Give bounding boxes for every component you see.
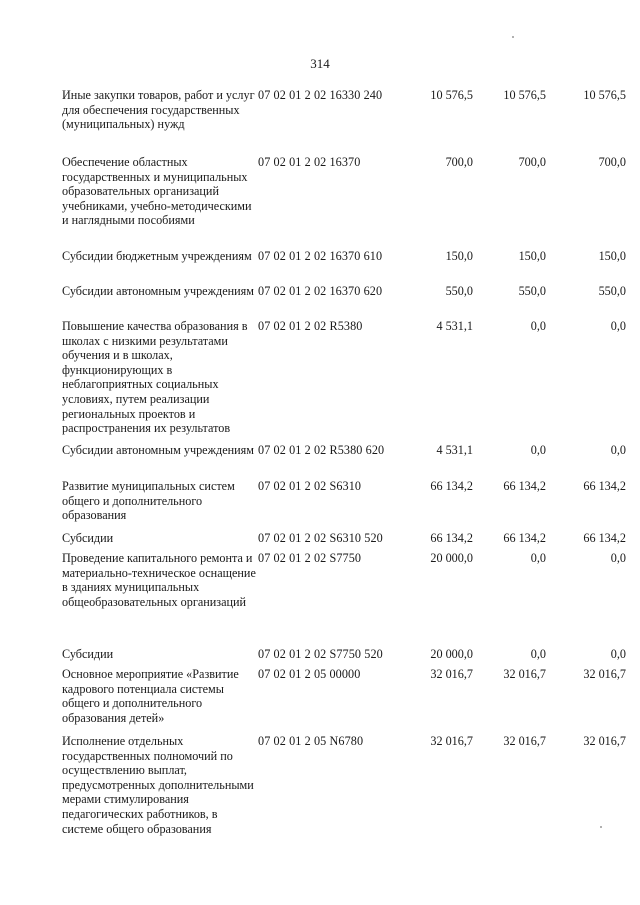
row-value-3: 550,0 [598,284,626,298]
row-value-1: 550,0 [445,284,473,298]
row-name: Субсидии автономным учреждениям [62,443,254,457]
row-value-3: 32 016,7 [583,667,626,681]
row-code: 07 02 01 2 02 16370 [258,155,361,169]
row-code: 07 02 01 2 02 S7750 [258,551,362,565]
table-row [62,155,632,249]
table-row [62,88,632,155]
row-value-1: 700,0 [445,155,473,169]
row-value-2: 0,0 [530,319,546,333]
row-value-3: 0,0 [610,551,626,565]
row-value-3: 10 576,5 [583,88,626,102]
table-row [62,443,632,479]
row-name: Развитие муниципальных систем общего и дополнительного образования [62,479,235,523]
table-row [62,249,632,284]
row-value-2: 32 016,7 [503,734,546,748]
row-value-3: 700,0 [598,155,626,169]
row-code: 07 02 01 2 02 S6310 [258,479,362,493]
scan-speck [512,36,514,38]
row-value-2: 150,0 [518,249,546,263]
row-code: 07 02 01 2 02 16370 610 [258,249,383,263]
row-name: Субсидии бюджетным учреждениям [62,249,252,263]
row-code: 07 02 01 2 02 R5380 620 [258,443,385,457]
row-value-1: 20 000,0 [430,551,473,565]
row-value-2: 66 134,2 [503,531,546,545]
row-value-1: 66 134,2 [430,531,473,545]
row-name: Проведение капитального ремонта и материально-техническое оснащение в зданиях муниципальных общеобразовательных организаций [62,551,256,609]
row-value-1: 4 531,1 [436,443,473,457]
row-value-1: 32 016,7 [430,667,473,681]
row-value-2: 66 134,2 [503,479,546,493]
row-value-2: 0,0 [530,443,546,457]
budget-table [62,88,632,858]
row-value-1: 20 000,0 [430,647,473,661]
row-name: Субсидии автономным учреждениям [62,284,254,298]
row-name: Обеспечение областных государственных и муниципальных образовательных организаций учебниками, учебно-методическими и наглядными пособиями [62,155,252,228]
table-row [62,647,632,667]
row-code: 07 02 01 2 05 N6780 [258,734,364,748]
table-row [62,284,632,319]
row-code: 07 02 01 2 02 S7750 520 [258,647,383,661]
table-row [62,734,632,858]
row-code: 07 02 01 2 05 00000 [258,667,361,681]
table-row [62,667,632,734]
row-value-2: 10 576,5 [503,88,546,102]
row-value-3: 150,0 [598,249,626,263]
row-value-3: 32 016,7 [583,734,626,748]
row-value-3: 0,0 [610,443,626,457]
row-code: 07 02 01 2 02 R5380 [258,319,363,333]
row-name: Субсидии [62,647,114,661]
row-value-2: 0,0 [530,647,546,661]
row-value-1: 32 016,7 [430,734,473,748]
row-name: Иные закупки товаров, работ и услуг для обеспечения государственных (муниципальных) нужд [62,88,255,132]
table-row [62,479,632,531]
table-row [62,319,632,443]
row-code: 07 02 01 2 02 16330 240 [258,88,383,102]
row-name: Повышение качества образования в школах с низкими результатами обучения и в школах, функционирующих в неблагоприятных социальных условиях, путем реализации региональных проектов и распространения их результатов [62,319,248,436]
row-name: Исполнение отдельных государственных полномочий по осуществлению выплат, предусмотренных дополнительными мерами стимулирования педагогических работников, в системе общего образования [62,734,254,836]
table-row [62,531,632,551]
row-value-3: 66 134,2 [583,531,626,545]
row-value-1: 66 134,2 [430,479,473,493]
row-value-2: 0,0 [530,551,546,565]
row-value-1: 150,0 [445,249,473,263]
row-value-3: 66 134,2 [583,479,626,493]
row-value-1: 10 576,5 [430,88,473,102]
row-name: Субсидии [62,531,114,545]
row-code: 07 02 01 2 02 S6310 520 [258,531,383,545]
row-value-1: 4 531,1 [436,319,473,333]
row-code: 07 02 01 2 02 16370 620 [258,284,383,298]
page-number: 314 [310,56,330,71]
row-value-3: 0,0 [610,647,626,661]
row-value-2: 550,0 [518,284,546,298]
table-row [62,551,632,647]
row-value-2: 700,0 [518,155,546,169]
row-name: Основное мероприятие «Развитие кадрового потенциала системы общего и дополнительного образования детей» [62,667,239,725]
row-value-2: 32 016,7 [503,667,546,681]
row-value-3: 0,0 [610,319,626,333]
scan-speck [600,826,602,828]
